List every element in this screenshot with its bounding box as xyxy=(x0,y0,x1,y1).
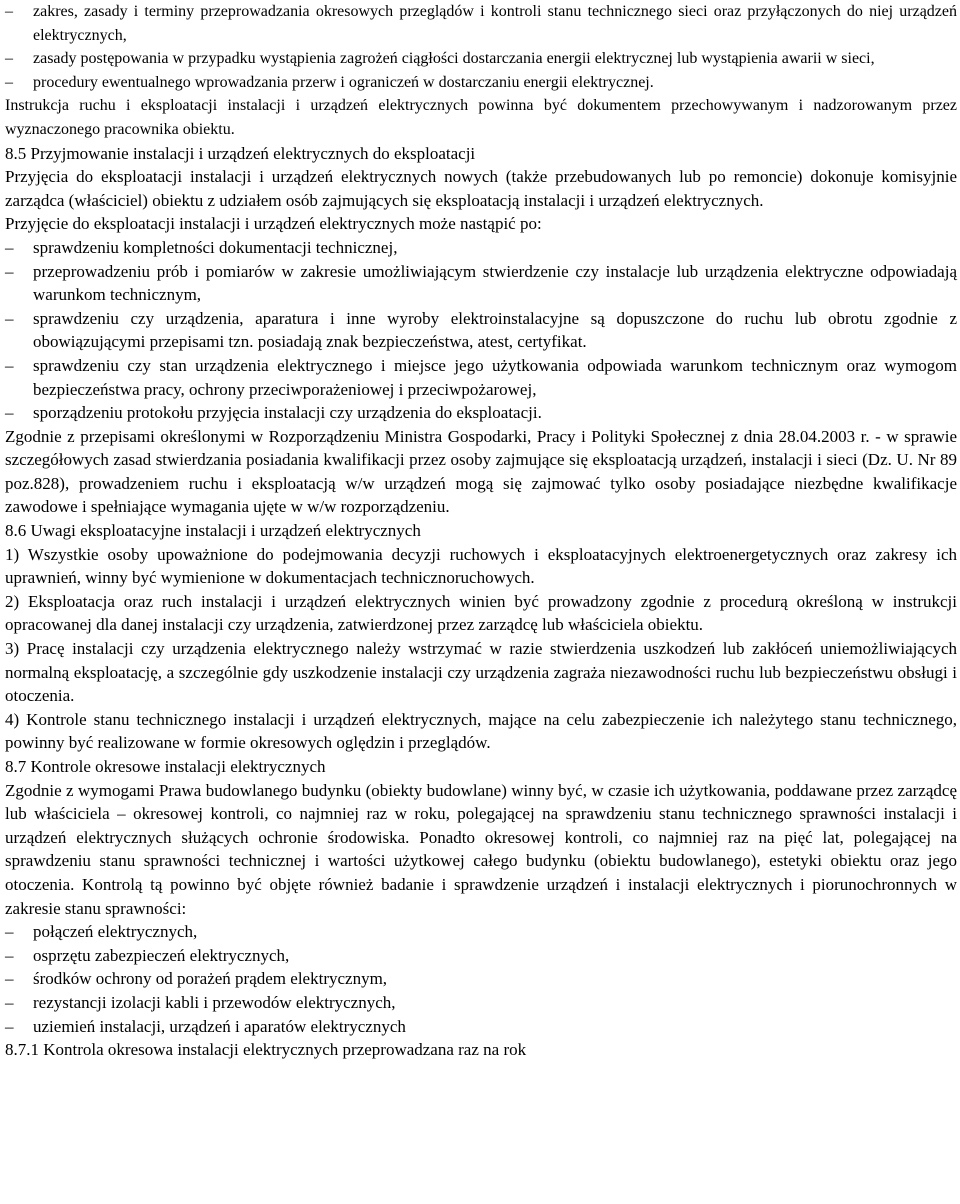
dash-bullet: – xyxy=(5,969,14,989)
list-item xyxy=(5,967,957,991)
dash-bullet: – xyxy=(5,261,14,281)
list-item xyxy=(5,944,957,968)
paragraph: Przyjęcie do eksploatacji instalacji i urządzeń elektrycznych może nastąpić po: xyxy=(5,214,542,234)
list-item xyxy=(5,236,957,260)
list-item xyxy=(5,260,957,307)
list-item-text: środków ochrony od porażeń prądem elektrycznym, xyxy=(33,969,388,989)
list-item xyxy=(5,401,957,425)
list-item-text: przeprowadzeniu prób i pomiarów w zakresie umożliwiającym stwierdzenie czy instalacje lub urządzenia elektryczne odpowiadają warunkom technicznym, xyxy=(33,261,957,305)
list-item-text: połączeń elektrycznych, xyxy=(33,922,198,942)
list-item-text: uziemień instalacji, urządzeń i aparatów elektrycznych xyxy=(33,1016,406,1036)
dash-bullet: – xyxy=(5,237,14,257)
list-item xyxy=(5,920,957,944)
numbered-point: 1) Wszystkie osoby upoważnione do podejmowania decyzji ruchowych i eksploatacyjnych elektroenergetycznych oraz zakresy ich uprawnień, winny być wymienione w dokumentacjach technicznoruchowych. xyxy=(5,544,957,588)
list-item-text: zakres, zasady i terminy przeprowadzania okresowych przeglądów i kontroli stanu technicznego sieci oraz przyłączonych do niej urządzeń elektrycznych, xyxy=(33,3,957,44)
list-item xyxy=(5,354,957,401)
dash-bullet: – xyxy=(5,73,13,91)
list-item-text: zasady postępowania w przypadku wystąpienia zagrożeń ciągłości dostarczania energii elektrycznej lub wystąpienia awarii w sieci, xyxy=(33,50,875,68)
numbered-point: 3) Pracę instalacji czy urządzenia elektrycznego należy wstrzymać w razie stwierdzenia uszkodzeń lub zakłóceń uniemożliwiających normalną eksploatację, a szczególnie gdy uszkodzenie instalacji czy urządzenia zagraża niezawodności ruchu lub bezpieczeństwu obsługi i otoczenia. xyxy=(5,639,957,706)
list-item-text: sprawdzeniu czy stan urządzenia elektrycznego i miejsce jego użytkowania odpowiada warunkom technicznym oraz wymogom bezpieczeństwa pracy, ochrony przeciwporażeniowej i przeciwpożarowej, xyxy=(33,355,957,399)
dash-bullet: – xyxy=(5,992,14,1012)
paragraph: Zgodnie z przepisami określonymi w Rozporządzeniu Ministra Gospodarki, Pracy i Polityki Społecznej z dnia 28.04.2003 r. - w sprawie szczegółowych zasad stwierdzania posiadania kwalifikacji przez osoby zajmujące się eksploatacją urządzeń, instalacji i sieci (Dz. U. Nr 89 poz.828), prowadzeniem ruchu i eksploatacją w/w urządzeń mogą się zajmować tylko osoby posiadające niezbędne kwalifikacje zawodowe i spełniające wymagania ujęte w w/w rozporządzeniu. xyxy=(5,426,957,517)
list-item xyxy=(5,991,957,1015)
instrukcja-paragraph: Instrukcja ruchu i eksploatacji instalacji i urządzeń elektrycznych powinna być dokumentem przechowywanym i nadzorowanym przez wyznaczonego pracownika obiektu. xyxy=(5,97,957,138)
dash-bullet: – xyxy=(5,3,13,20)
dash-bullet: – xyxy=(5,403,14,423)
list-item xyxy=(5,0,957,47)
list-item-text: sprawdzeniu kompletności dokumentacji technicznej, xyxy=(33,237,398,257)
list-item xyxy=(5,1015,957,1039)
section-heading-8-6: 8.6 Uwagi eksploatacyjne instalacji i urządzeń elektrycznych xyxy=(5,521,421,541)
list-item xyxy=(5,47,957,71)
list-item-text: sprawdzeniu czy urządzenia, aparatura i inne wyroby elektroinstalacyjne są dopuszczone do ruchu lub obrotu zgodnie z obowiązującymi przepisami tzn. posiadają znak bezpieczeństwa, atest, certyfikat. xyxy=(33,308,957,352)
list-item-text: sporządzeniu protokołu przyjęcia instalacji czy urządzenia do eksploatacji. xyxy=(33,403,542,423)
section-heading-8-5: 8.5 Przyjmowanie instalacji i urządzeń elektrycznych do eksploatacji xyxy=(5,143,476,163)
dash-bullet: – xyxy=(5,50,13,68)
list-item xyxy=(5,307,957,354)
dash-bullet: – xyxy=(5,308,14,328)
section-heading-8-7: 8.7 Kontrole okresowe instalacji elektrycznych xyxy=(5,757,326,776)
dash-bullet: – xyxy=(5,945,14,965)
list-item xyxy=(5,71,957,95)
list-item-text: procedury ewentualnego wprowadzania przerw i ograniczeń w dostarczaniu energii elektrycznej. xyxy=(33,73,654,91)
dash-bullet: – xyxy=(5,1016,14,1036)
list-item-text: rezystancji izolacji kabli i przewodów elektrycznych, xyxy=(33,992,396,1012)
dash-bullet: – xyxy=(5,355,14,375)
list-item-text: osprzętu zabezpieczeń elektrycznych, xyxy=(33,945,290,965)
paragraph: Przyjęcia do eksploatacji instalacji i urządzeń elektrycznych nowych (także przebudowanych lub po remoncie) dokonuje komisyjnie zarządca (właściciel) obiektu z udziałem osób zajmujących się eksploatacją instalacji i urządzeń elektrycznych. xyxy=(5,167,957,210)
dash-bullet: – xyxy=(5,922,14,942)
numbered-point: 2) Eksploatacja oraz ruch instalacji i urządzeń elektrycznych winien być prowadzony zgodnie z procedurą określoną w instrukcji opracowanej dla danej instalacji czy urządzenia, zatwierdzonej przez zarządcę lub właściciela obiektu. xyxy=(5,591,957,635)
numbered-point: 4) Kontrole stanu technicznego instalacji i urządzeń elektrycznych, mające na celu zabezpieczenie ich należytego stanu technicznego, powinny być realizowane w formie okresowych oględzin i przeglądów. xyxy=(5,709,957,753)
section-heading-8-7-1: 8.7.1 Kontrola okresowa instalacji elektrycznych przeprowadzana raz na rok xyxy=(5,1040,527,1060)
paragraph: Zgodnie z wymogami Prawa budowlanego budynku (obiekty budowlane) winny być, w czasie ich użytkowania, poddawane przez zarządcę lub właściciela – okresowej kontroli, co najmniej raz w roku, polegającej na sprawdzeniu stanu technicznego sprawności instalacji i urządzeń elektrycznych służących ochronie środowiska. Ponadto okresowej kontroli, co najmniej raz na pięć lat, polegającej na sprawdzeniu stanu sprawności technicznej i wartości użytkowej całego budynku (obiektu budowlanego), estetyki obiektu oraz jego otoczenia. Kontrolą tą powinno być objęte również badanie i sprawdzenie urządzeń i instalacji elektrycznych i piorunochronnych w zakresie stanu sprawności: xyxy=(5,780,957,918)
